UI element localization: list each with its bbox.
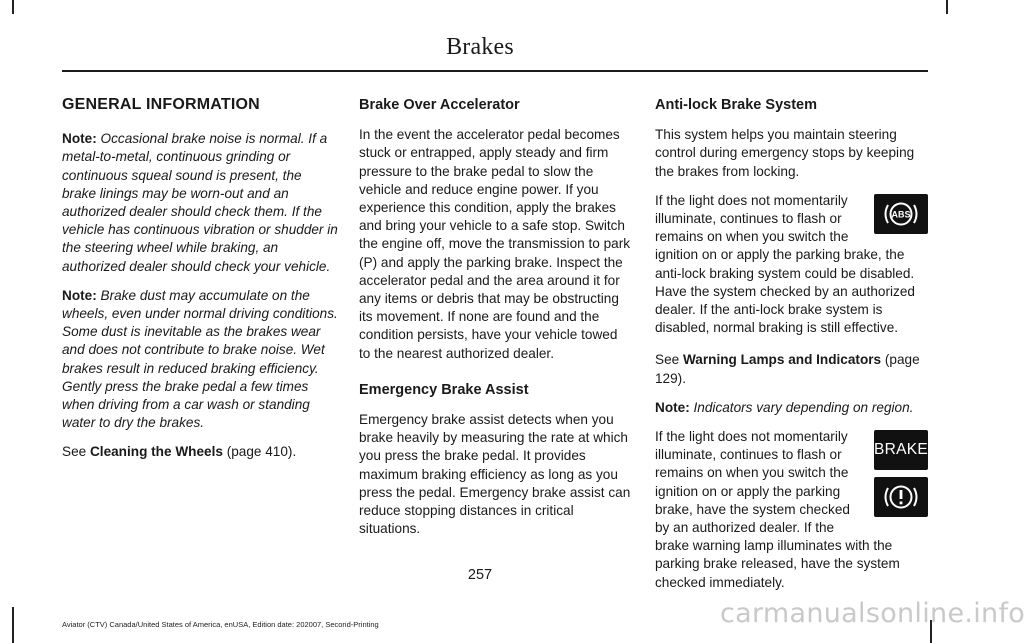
crop-mark-top-right [946,0,948,14]
cross-reference-link[interactable]: Cleaning the Wheels [89,444,223,460]
column-brake-over-accelerator [359,96,632,549]
abs-warning-icon [874,194,928,234]
crop-mark-bottom-left [12,607,14,643]
paragraph-abs-light: If the light does not momentarily illuminate, continues to flash or remains on when you switch the ignition on or apply the parking brake, the anti-lock braking system could be disabled. Have the system checked by an authorized dealer. If the anti-lock brake system is disabled, normal braking is still effective. [655,192,915,336]
see-suffix: (page 410). [226,444,297,460]
paragraph-brake-warning-light: If the light does not momentarily illuminate, continues to flash or remains on when you switch the ignition on or apply the parking brake, have the system checked by an authorized dealer. If the brake warning lamp illuminates with the parking brake released, have the system checked immediately. [655,429,900,590]
brake-text-warning-icon: BRAKE [874,430,928,470]
page-title: Brakes [446,34,514,60]
note-indicators-vary [655,399,928,417]
note-text: Occasional brake noise is normal. If a metal-to-metal, continuous grinding or continuous squeal sound is present, the brake linings may be worn-out and an authorized dealer should check them. If the vehicle has continuous vibration or shudder in the steering wheel while braking, an authorized dealer should check your vehicle. [62,131,338,274]
paragraph-brake-over-accelerator: In the event the accelerator pedal becomes stuck or entrapped, apply steady and firm pressure to the brake pedal to slow the vehicle and reduce engine power. If you experience this condition, apply the brakes and bring your vehicle to a safe stop. Switch the engine off, move the transmission to park (P) and apply the parking brake. Inspect the accelerator pedal and the area around it for any items or debris that may be obstructing its movement. If none are found and the condition persists, have your vehicle towed to the nearest authorized dealer. [359,127,631,361]
note-label: Note: [62,131,97,147]
see-reference-cleaning-wheels [62,443,338,461]
note-text: Indicators vary depending on region. [693,399,914,415]
note-label: Note: [62,287,97,303]
note-label: Note: [655,399,690,415]
note-brake-noise [62,130,338,276]
brake-warning-icons [874,430,928,524]
abs-icon-label: ABS [891,209,911,220]
paragraph-emergency-brake-assist: Emergency brake assist detects when you brake heavily by measuring the rate at which you press the brake pedal. It provides maximum braking efficiency as long as you press the pedal. Emergency brake assist can reduce stopping distances in critical situations. [359,412,631,537]
see-suffix: (page 129). [655,352,920,386]
section-heading-general-information: GENERAL INFORMATION [62,96,260,113]
see-prefix: See [655,352,680,368]
cross-reference-link[interactable]: Warning Lamps and Indicators [682,352,882,368]
brake-exclamation-warning-icon [874,477,928,517]
note-text: Brake dust may accumulate on the wheels, even under normal driving conditions. Some dust is inevitable as the brakes wear and does not contribute to brake noise. Wet brakes result in reduced braking efficiency. Gently press the brake pedal a few times when driving from a car wash or standing water to dry the brakes. [62,287,338,431]
watermark: carmanualsonline.info [720,598,1025,629]
note-brake-dust [62,287,338,433]
page-number: 257 [467,567,493,583]
column-general-information [62,96,338,473]
footer-edition-info: Aviator (CTV) Canada/United States of America, enUSA, Edition date: 202007, Second-Printing [62,620,379,629]
section-heading-emergency-brake-assist: Emergency Brake Assist [359,381,529,398]
section-heading-anti-lock-brake-system: Anti-lock Brake System [655,97,817,113]
see-reference-warning-lamps [655,351,928,387]
section-heading-brake-over-accelerator: Brake Over Accelerator [359,97,520,113]
paragraph-abs-intro: This system helps you maintain steering control during emergency stops by keeping the brakes from locking. [655,127,915,179]
column-anti-lock-brake-system [655,96,928,603]
crop-mark-top-left [12,0,14,14]
header-divider [62,70,928,72]
see-prefix: See [62,444,87,460]
